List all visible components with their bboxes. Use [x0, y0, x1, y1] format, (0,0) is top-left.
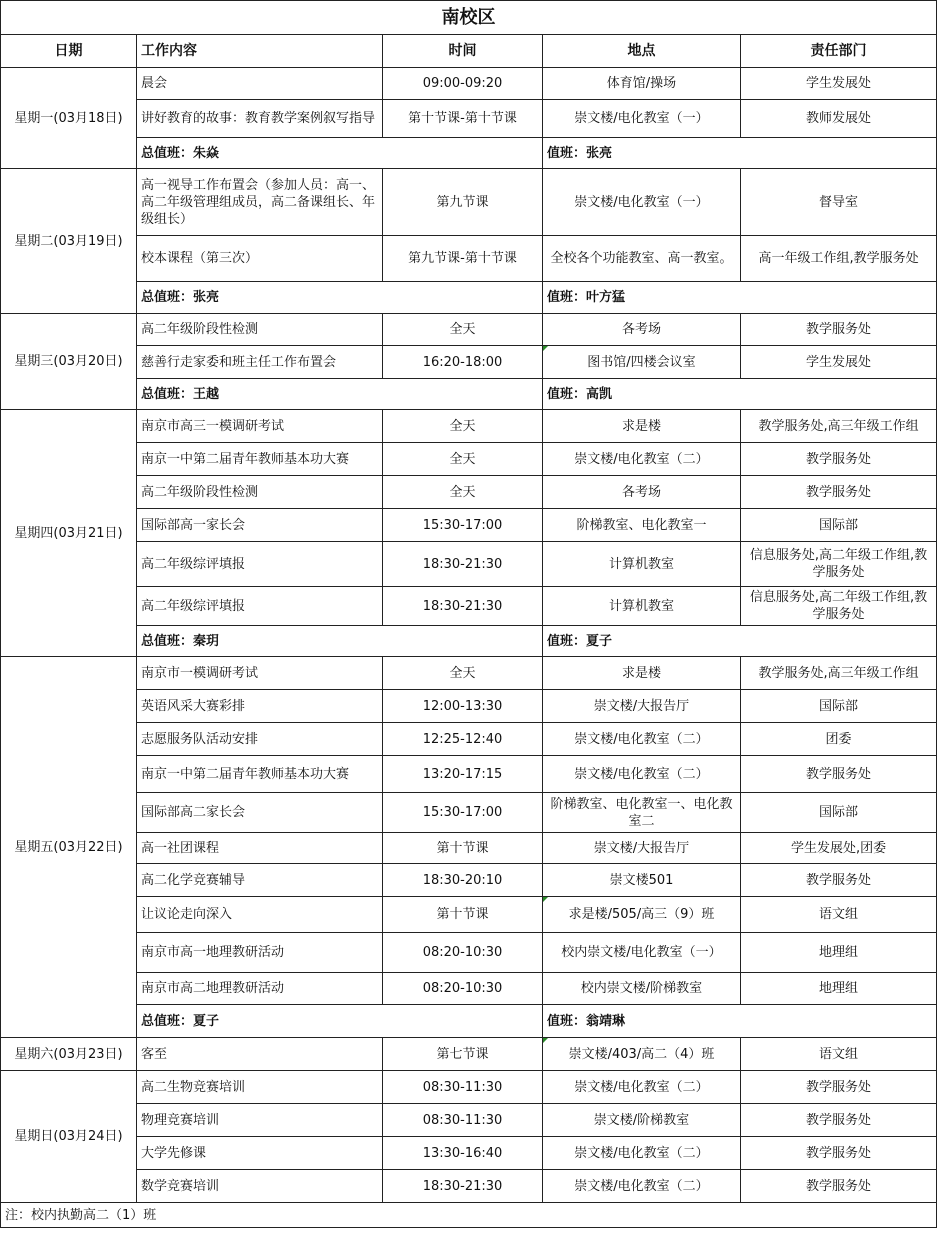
content-cell: 高二生物竞赛培训 [137, 1071, 383, 1104]
location-cell: 崇文楼/电化教室（二） [543, 723, 741, 756]
duty-cell: 值班：夏子 [543, 626, 937, 657]
chief-duty-cell: 总值班：朱焱 [137, 138, 543, 169]
table-row [1, 587, 937, 626]
time-cell: 第十节课-第十节课 [383, 100, 543, 138]
table-row [1, 690, 937, 723]
table-row [1, 1104, 937, 1137]
date-cell: 星期六(03月23日) [1, 1038, 137, 1071]
dept-cell: 教学服务处 [741, 864, 937, 897]
content-cell: 高二年级综评填报 [137, 587, 383, 626]
content-cell: 南京市高三一模调研考试 [137, 410, 383, 443]
dept-cell: 学生发展处 [741, 346, 937, 379]
content-cell: 南京市高一地理教研活动 [137, 933, 383, 973]
dept-cell: 教学服务处 [741, 314, 937, 346]
table-row [1, 723, 937, 756]
location-cell: 阶梯教室、电化教室一 [543, 509, 741, 542]
time-cell: 16:20-18:00 [383, 346, 543, 379]
table-row [1, 509, 937, 542]
header-dept: 责任部门 [741, 35, 937, 68]
date-cell: 星期日(03月24日) [1, 1071, 137, 1203]
header-content: 工作内容 [137, 35, 383, 68]
chief-duty-cell: 总值班：秦玥 [137, 626, 543, 657]
time-cell: 第十节课 [383, 897, 543, 933]
time-cell: 18:30-21:30 [383, 542, 543, 587]
location-cell: 全校各个功能教室、高一教室。 [543, 236, 741, 282]
dept-cell: 学生发展处,团委 [741, 833, 937, 864]
date-cell: 星期三(03月20日) [1, 314, 137, 410]
duty-cell: 值班：高凯 [543, 379, 937, 410]
table-row [1, 933, 937, 973]
content-cell: 晨会 [137, 68, 383, 100]
dept-cell: 语文组 [741, 1038, 937, 1071]
content-cell: 物理竞赛培训 [137, 1104, 383, 1137]
table-title: 南校区 [1, 1, 937, 35]
location-cell: 崇文楼/电化教室（一） [543, 100, 741, 138]
location-cell: 崇文楼/电化教室（二） [543, 1170, 741, 1203]
location-cell: 崇文楼/电化教室（一） [543, 169, 741, 236]
dept-cell: 语文组 [741, 897, 937, 933]
table-row [1, 657, 937, 690]
dept-cell: 国际部 [741, 793, 937, 833]
duty-cell: 值班：叶方猛 [543, 282, 937, 314]
dept-cell: 教学服务处 [741, 756, 937, 793]
dept-cell: 团委 [741, 723, 937, 756]
time-cell: 全天 [383, 410, 543, 443]
location-cell: 校内崇文楼/阶梯教室 [543, 973, 741, 1005]
time-cell: 08:30-11:30 [383, 1071, 543, 1104]
location-cell: 各考场 [543, 476, 741, 509]
duty-cell: 值班：翁靖琳 [543, 1005, 937, 1038]
dept-cell: 地理组 [741, 933, 937, 973]
location-cell: 求是楼/505/高三（9）班 [543, 897, 741, 933]
location-cell: 计算机教室 [543, 587, 741, 626]
time-cell: 08:20-10:30 [383, 973, 543, 1005]
table-row [1, 236, 937, 282]
location-cell: 崇文楼/大报告厅 [543, 833, 741, 864]
location-cell: 求是楼 [543, 657, 741, 690]
location-cell: 体育馆/操场 [543, 68, 741, 100]
date-cell: 星期五(03月22日) [1, 657, 137, 1038]
content-cell: 高二年级综评填报 [137, 542, 383, 587]
dept-cell: 教学服务处 [741, 443, 937, 476]
chief-duty-cell: 总值班：王越 [137, 379, 543, 410]
dept-cell: 教学服务处 [741, 1170, 937, 1203]
location-cell: 计算机教室 [543, 542, 741, 587]
dept-cell: 教师发展处 [741, 100, 937, 138]
time-cell: 09:00-09:20 [383, 68, 543, 100]
location-cell: 崇文楼501 [543, 864, 741, 897]
table-row [1, 864, 937, 897]
dept-cell: 教学服务处,高三年级工作组 [741, 657, 937, 690]
time-cell: 第九节课-第十节课 [383, 236, 543, 282]
content-cell: 高二年级阶段性检测 [137, 476, 383, 509]
location-cell: 求是楼 [543, 410, 741, 443]
duty-row [1, 138, 937, 169]
dept-cell: 教学服务处,高三年级工作组 [741, 410, 937, 443]
time-cell: 18:30-21:30 [383, 587, 543, 626]
dept-cell: 教学服务处 [741, 476, 937, 509]
table-row [1, 1071, 937, 1104]
content-cell: 高一视导工作布置会（参加人员：高一、高二年级管理组成员，高二备课组长、年级组长） [137, 169, 383, 236]
content-cell: 大学先修课 [137, 1137, 383, 1170]
location-cell: 崇文楼/电化教室（二） [543, 443, 741, 476]
location-cell: 崇文楼/电化教室（二） [543, 1137, 741, 1170]
dept-cell: 国际部 [741, 690, 937, 723]
content-cell: 高二年级阶段性检测 [137, 314, 383, 346]
location-cell: 各考场 [543, 314, 741, 346]
duty-row [1, 626, 937, 657]
table-row [1, 410, 937, 443]
time-cell: 18:30-20:10 [383, 864, 543, 897]
location-cell: 崇文楼/大报告厅 [543, 690, 741, 723]
location-cell: 阶梯教室、电化教室一、电化教室二 [543, 793, 741, 833]
content-cell: 国际部高二家长会 [137, 793, 383, 833]
time-cell: 全天 [383, 314, 543, 346]
footer-note: 注：校内执勤高二（1）班 [1, 1203, 937, 1228]
time-cell: 15:30-17:00 [383, 793, 543, 833]
time-cell: 13:30-16:40 [383, 1137, 543, 1170]
location-cell: 崇文楼/403/高二（4）班 [543, 1038, 741, 1071]
content-cell: 校本课程（第三次） [137, 236, 383, 282]
table-row [1, 833, 937, 864]
time-cell: 12:00-13:30 [383, 690, 543, 723]
content-cell: 讲好教育的故事：教育教学案例叙写指导 [137, 100, 383, 138]
table-row [1, 1137, 937, 1170]
table-row [1, 793, 937, 833]
time-cell: 全天 [383, 443, 543, 476]
dept-cell: 地理组 [741, 973, 937, 1005]
duty-cell: 值班：张亮 [543, 138, 937, 169]
table-row [1, 1170, 937, 1203]
content-cell: 数学竞赛培训 [137, 1170, 383, 1203]
time-cell: 08:30-11:30 [383, 1104, 543, 1137]
header-row [1, 35, 937, 68]
location-cell: 崇文楼/阶梯教室 [543, 1104, 741, 1137]
table-row [1, 169, 937, 236]
duty-row [1, 379, 937, 410]
content-cell: 南京市一模调研考试 [137, 657, 383, 690]
chief-duty-cell: 总值班：夏子 [137, 1005, 543, 1038]
duty-row [1, 282, 937, 314]
dept-cell: 信息服务处,高二年级工作组,教学服务处 [741, 587, 937, 626]
dept-cell: 高一年级工作组,教学服务处 [741, 236, 937, 282]
table-row [1, 443, 937, 476]
table-row [1, 756, 937, 793]
table-row [1, 476, 937, 509]
location-cell: 崇文楼/电化教室（二） [543, 756, 741, 793]
table-row [1, 1038, 937, 1071]
dept-cell: 教学服务处 [741, 1137, 937, 1170]
dept-cell: 教学服务处 [741, 1104, 937, 1137]
dept-cell: 教学服务处 [741, 1071, 937, 1104]
header-date: 日期 [1, 35, 137, 68]
table-row [1, 542, 937, 587]
table-row [1, 897, 937, 933]
date-cell: 星期四(03月21日) [1, 410, 137, 657]
content-cell: 客至 [137, 1038, 383, 1071]
content-cell: 英语风采大赛彩排 [137, 690, 383, 723]
time-cell: 第九节课 [383, 169, 543, 236]
location-cell: 图书馆/四楼会议室 [543, 346, 741, 379]
location-cell: 崇文楼/电化教室（二） [543, 1071, 741, 1104]
content-cell: 高一社团课程 [137, 833, 383, 864]
dept-cell: 学生发展处 [741, 68, 937, 100]
time-cell: 12:25-12:40 [383, 723, 543, 756]
header-location: 地点 [543, 35, 741, 68]
content-cell: 南京一中第二届青年教师基本功大赛 [137, 756, 383, 793]
time-cell: 第十节课 [383, 833, 543, 864]
time-cell: 18:30-21:30 [383, 1170, 543, 1203]
dept-cell: 国际部 [741, 509, 937, 542]
schedule-body [1, 68, 937, 1203]
content-cell: 高二化学竞赛辅导 [137, 864, 383, 897]
location-cell: 校内崇文楼/电化教室（一） [543, 933, 741, 973]
table-row [1, 100, 937, 138]
time-cell: 第七节课 [383, 1038, 543, 1071]
content-cell: 国际部高一家长会 [137, 509, 383, 542]
content-cell: 南京一中第二届青年教师基本功大赛 [137, 443, 383, 476]
table-row [1, 346, 937, 379]
time-cell: 全天 [383, 476, 543, 509]
date-cell: 星期二(03月19日) [1, 169, 137, 314]
table-row [1, 973, 937, 1005]
date-cell: 星期一(03月18日) [1, 68, 137, 169]
content-cell: 让议论走向深入 [137, 897, 383, 933]
header-time: 时间 [383, 35, 543, 68]
time-cell: 全天 [383, 657, 543, 690]
table-row [1, 314, 937, 346]
content-cell: 慈善行走家委和班主任工作布置会 [137, 346, 383, 379]
dept-cell: 督导室 [741, 169, 937, 236]
duty-row [1, 1005, 937, 1038]
chief-duty-cell: 总值班：张亮 [137, 282, 543, 314]
table-row [1, 68, 937, 100]
content-cell: 志愿服务队活动安排 [137, 723, 383, 756]
dept-cell: 信息服务处,高二年级工作组,教学服务处 [741, 542, 937, 587]
time-cell: 15:30-17:00 [383, 509, 543, 542]
time-cell: 13:20-17:15 [383, 756, 543, 793]
time-cell: 08:20-10:30 [383, 933, 543, 973]
content-cell: 南京市高二地理教研活动 [137, 973, 383, 1005]
